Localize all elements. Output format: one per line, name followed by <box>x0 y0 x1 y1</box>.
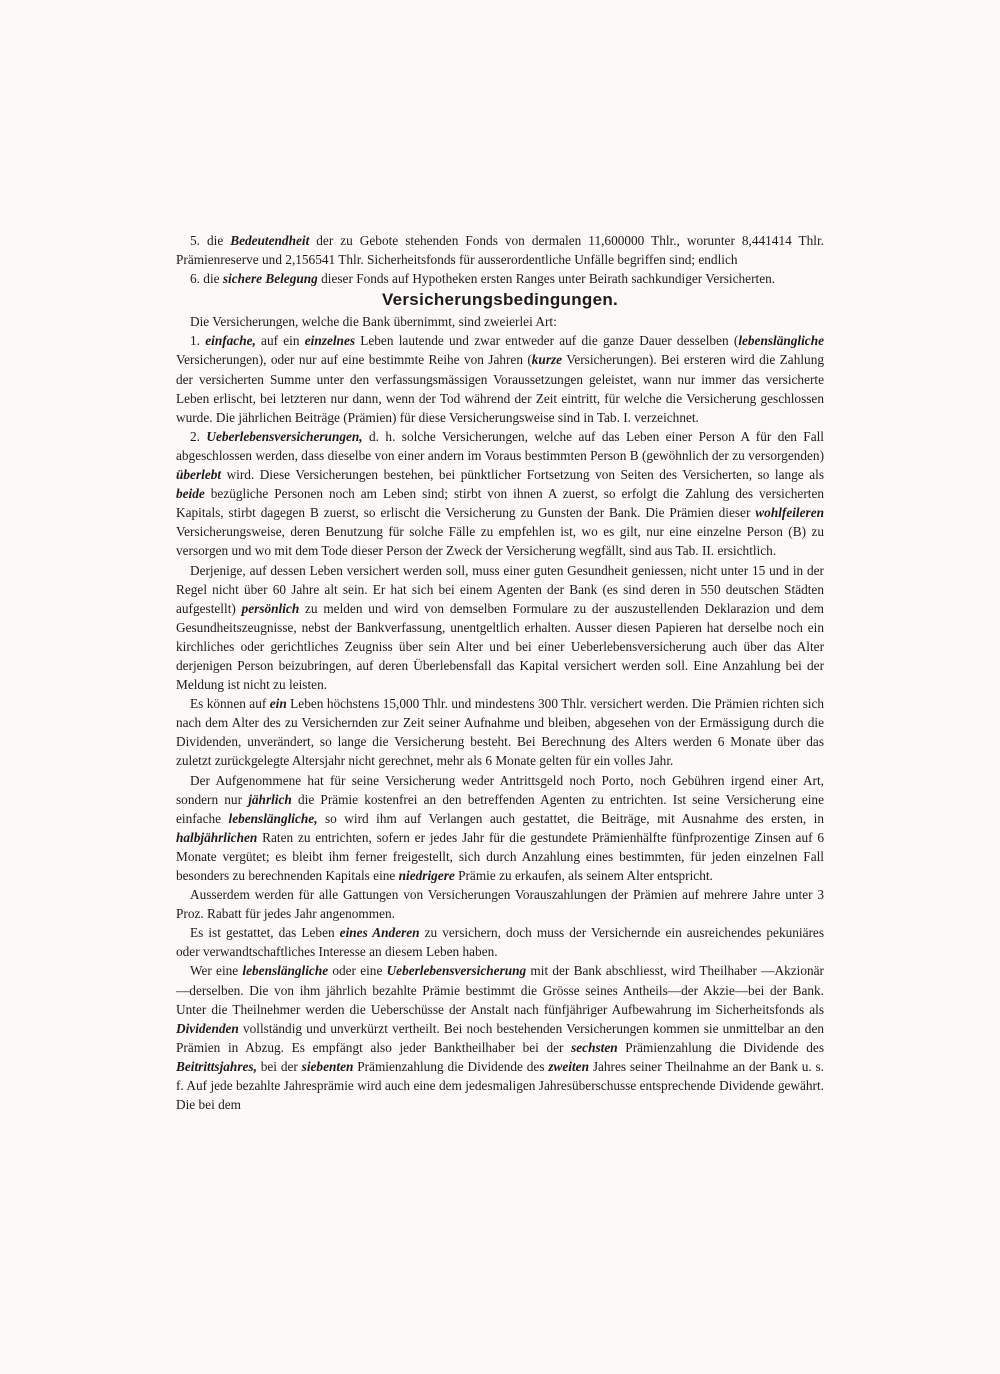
paragraph-aufgenommene: Der Aufgenommene hat für seine Versicherung weder Antrittsgeld noch Porto, noch Gebühren irgend einer Art, sondern nur jährlich die Prämie kostenfrei an den betreffenden Agenten zu entrichten. Ist seine Versicherung eine einfache lebenslängliche, so wird ihm auf Verlangen auch gestattet, die Beiträge, mit Ausnahme des ersten, in halbjährlichen Raten zu entrichten, sofern er jedes Jahr für die gestundete Prämienhälfte fünfprozentige Zinsen auf 6 Monate vergütet; es bleibt ihm ferner freigestellt, sich durch Anzahlung eines bestimmten, für jeden einzelnen Fall besonders zu berechnenden Kapitals eine niedrigere Prämie zu erkaufen, als seinem Alter entspricht. <box>176 772 824 883</box>
paragraph-anderen: Es ist gestattet, das Leben eines Anderen zu versichern, doch muss der Versichernde ein ausreichendes pekuniäres oder verwandtschaftliches Interesse an diesem Leben haben. <box>176 925 824 960</box>
text-body <box>176 231 824 1114</box>
paragraph-vorauszahlungen: Ausserdem werden für alle Gattungen von Versicherungen Vorauszahlungen der Prämien auf mehrere Jahre unter 3 Proz. Rabatt für jedes Jahr angenommen. <box>176 887 824 922</box>
paragraph-summen: Es können auf ein Leben höchstens 15,000 Thlr. und mindestens 300 Thlr. versichert werden. Die Prämien richten sich nach dem Alter des zu Versichernden zur Zeit seiner Aufnahme und bleiben, abgesehen von der Ermässigung durch die Dividenden, unverändert, so lange die Versicherung besteht. Bei Berechnung des Alters werden 6 Monate über das zuletzt zurückgelegte Altersjahr nicht gerechnet, mehr als 6 Monate gelten für ein volles Jahr. <box>176 696 824 769</box>
paragraph-theilhaber: Wer eine lebenslängliche oder eine Ueberlebensversicherung mit der Bank abschliesst, wird Theilhaber —Akzionär—derselben. Die von ihm jährlich bezahlte Prämie bestimmt die Grösse seines Antheils—der Akzie—bei der Bank. Unter die Theilnehmer werden die Ueberschüsse der Anstalt nach fünfjähriger Aufbewahrung im Sicherheitsfonds als Dividenden vollständig und unverkürzt vertheilt. Bei noch bestehenden Versicherungen kommen sie unmittelbar an den Prämien in Abzug. Es empfängt also jeder Banktheilhaber bei der sechsten Prämienzahlung die Dividende des Beitrittsjahres, bei der siebenten Prämienzahlung die Dividende des zweiten Jahres seiner Theilnahme an der Bank u. s. f. Auf jede bezahlte Jahresprämie wird auch eine dem jedesmaligen Jahresüberschusse entsprechende Dividende gewährt. Die bei dem <box>176 963 825 1113</box>
paragraph-ueberlebens: 2. Ueberlebensversicherungen, d. h. solche Versicherungen, welche auf das Leben einer Person A für den Fall abgeschlossen werden, dass dieselbe von einer andern im Voraus bestimmten Person B (gewöhnlich der zu versorgenden) überlebt wird. Diese Versicherungen bestehen, bei pünktlicher Fortsetzung von Seiten des Versicherten, so lange als beide bezügliche Personen noch am Leben sind; stirbt von ihnen A zuerst, so erfolgt die Zahlung des versicherten Kapitals, stirbt dagegen B zuerst, so erlischt die Versicherung zu Gunsten der Bank. Die Prämien dieser wohlfeileren Versicherungsweise, deren Benutzung für solche Fälle zu empfehlen ist, wo es gilt, nur eine einzelne Person (B) zu versorgen und wo mit dem Tode dieser Person der Zweck der Versicherung wegfällt, sind aus Tab. II. ersichtlich. <box>176 428 824 559</box>
section-heading: Versicherungsbedingungen. <box>381 290 619 310</box>
paragraph-derjenige: Derjenige, auf dessen Leben versichert werden soll, muss einer guten Gesundheit geniessen, nicht unter 15 und in der Regel nicht über 60 Jahre alt sein. Er hat sich bei einem Agenten der Bank (es sind deren in 550 deutschen Städten aufgestellt) persönlich zu melden und wird von demselben Formulare zu der auszustellenden Deklarazion und dem Gesundheitszeugnisse, nebst der Bankverfassung, unentgeltlich erhalten. Ausser diesen Papieren hat derselbe noch ein kirchliches oder gerichtliches Zeugniss über sein Alter und bei einer Ueberlebensversicherung auch über das Alter derjenigen Person beizubringen, auf deren Überlebensfall das Kapital versichert werden soll. Eine Anzahlung bei der Meldung ist nicht zu leisten. <box>176 562 824 693</box>
paragraph-6: 6. die sichere Belegung dieser Fonds auf Hypotheken ersten Ranges unter Beirath sachkundiger Versicherten. <box>190 271 776 287</box>
paragraph-5: 5. die Bedeutendheit der zu Gebote stehenden Fonds von dermalen 11,600000 Thlr., worunter 8,441414 Thlr. Prämienreserve und 2,156541 Thlr. Sicherheitsfonds für ausserordentliche Unfälle begriffen sind; endlich <box>176 233 824 268</box>
paragraph-intro: Die Versicherungen, welche die Bank übernimmt, sind zweierlei Art: <box>190 314 557 330</box>
paragraph-einfache: 1. einfache, auf ein einzelnes Leben lautende und zwar entweder auf die ganze Dauer desselben (lebenslängliche Versicherungen), oder nur auf eine bestimmte Reihe von Jahren (kurze Versicherungen). Bei ersteren wird die Zahlung der versicherten Summe unter den verfassungsmässigen Voraussetzungen geleistet, wann nur immer das versicherte Leben erlischt, bei letzteren nur dann, wenn der Tod während der Zeit eintritt, für welche die Versicherung geschlossen wurde. Die jährlichen Beiträge (Prämien) für diese Versicherungsweise sind in Tab. I. verzeichnet. <box>176 333 825 425</box>
